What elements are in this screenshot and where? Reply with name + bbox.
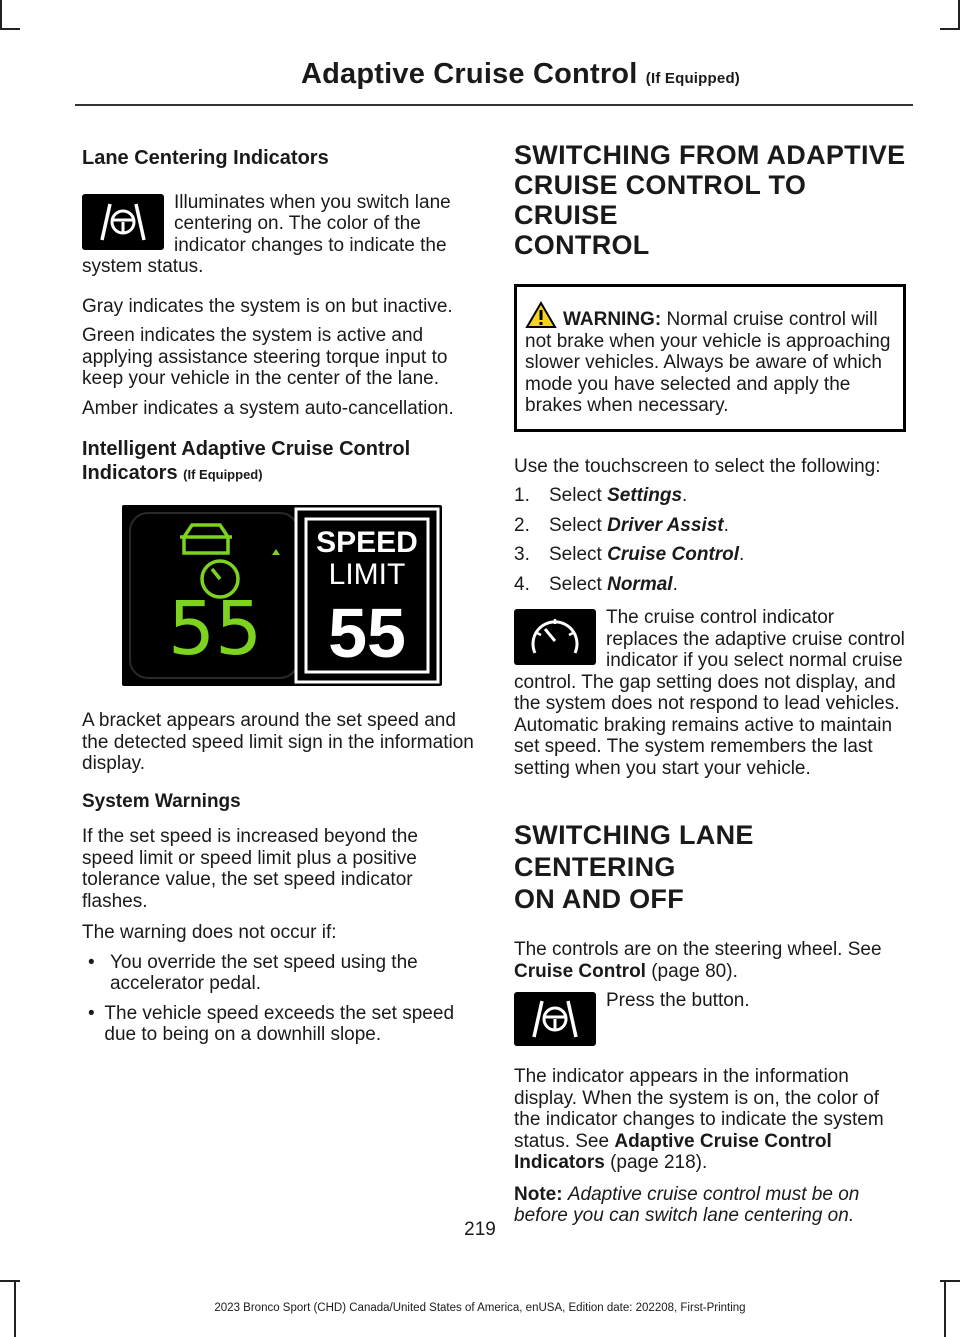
indicator-page-ref: (page 218). xyxy=(604,1152,708,1173)
gray-status-text: Gray indicates the system is on but inactive. xyxy=(82,295,453,317)
step-number: 2. xyxy=(514,514,530,536)
step-text: Select Settings. xyxy=(549,485,688,506)
system-warnings-description: If the set speed is increased beyond the speed limit or speed limit plus a positive tolerance value, the set speed indicator flashes. xyxy=(82,826,418,912)
iacc-heading xyxy=(82,437,474,487)
step-item: Driver Assist xyxy=(607,514,724,536)
system-warnings-heading: System Warnings xyxy=(82,790,241,812)
crop-mark xyxy=(0,1280,20,1282)
list-item xyxy=(514,544,906,566)
switching-acc-heading xyxy=(514,140,906,260)
step-prefix: Select xyxy=(549,573,608,595)
lane-centering-description: Illuminates when you switch lane centering on. The color of the indicator changes to indicate the system status. xyxy=(82,191,451,277)
cruise-control-link[interactable]: Cruise Control xyxy=(514,960,646,982)
crop-mark xyxy=(0,0,2,28)
heading-line: SWITCHING LANE CENTERING xyxy=(514,820,754,882)
set-speed-value: 55 xyxy=(168,586,263,672)
list-item xyxy=(514,485,906,507)
list-item xyxy=(82,1003,474,1046)
step-text: Select Cruise Control. xyxy=(549,544,745,565)
step-item: Settings xyxy=(607,485,683,506)
iacc-qualifier: (If Equipped) xyxy=(183,467,263,482)
touchscreen-intro: Use the touchscreen to select the following: xyxy=(514,455,881,477)
crop-mark xyxy=(940,1280,960,1282)
speed-sign-value: 55 xyxy=(328,594,406,672)
bullet-glyph: • xyxy=(88,951,95,973)
step-item: Normal xyxy=(607,573,673,595)
green-status-text: Green indicates the system is active and applying assistance steering torque input to keep your vehicle in the center of the lane. xyxy=(82,325,448,389)
step-number: 1. xyxy=(514,485,530,506)
controls-page-ref: (page 80). xyxy=(645,960,738,982)
step-item: Cruise Control xyxy=(607,544,740,565)
step-number: 3. xyxy=(514,544,530,565)
note-body: Adaptive cruise control must be on before you can switch lane centering on. xyxy=(514,1183,860,1226)
list-item xyxy=(82,952,474,995)
heading-line: ON AND OFF xyxy=(514,884,684,914)
indicator-text xyxy=(514,1066,906,1174)
cruise-control-speedometer-icon xyxy=(514,609,596,665)
note-label: Note: xyxy=(514,1183,563,1205)
warning-label: WARNING: xyxy=(563,309,662,330)
warning-exceptions-list xyxy=(82,952,474,1046)
heading-line: CRUISE CONTROL TO CRUISE xyxy=(514,170,807,230)
lane-centering-indicator-icon xyxy=(82,194,164,250)
step-prefix: Select xyxy=(549,485,608,506)
list-item-text: You override the set speed using the accelerator pedal. xyxy=(109,951,418,994)
page-header-title xyxy=(301,58,740,91)
cruise-indicator-description: The cruise control indicator replaces the adaptive cruise control indicator if you select normal cruise control. The gap setting does not display, and the system does not respond to lead vehicles. Automatic braking remains active to maintain set speed. The system remembers the last setting when you start your vehicle. xyxy=(514,607,905,779)
steps-list xyxy=(514,485,906,595)
lane-centering-heading: Lane Centering Indicators xyxy=(82,147,329,169)
warning-box xyxy=(514,284,906,432)
step-prefix: Select xyxy=(549,544,608,565)
speed-sign-word-limit: LIMIT xyxy=(328,558,406,591)
switching-lane-centering-heading xyxy=(514,819,906,915)
page-number: 219 xyxy=(464,1219,496,1240)
controls-text xyxy=(514,939,906,982)
bullet-glyph: • xyxy=(88,1002,95,1024)
controls-text-body: The controls are on the steering wheel. See xyxy=(514,939,882,960)
header-title-text: Adaptive Cruise Control xyxy=(300,58,638,90)
step-text: Select Driver Assist. xyxy=(549,514,729,536)
speed-sign-word-speed: SPEED xyxy=(316,526,418,559)
warning-not-occur-intro: The warning does not occur if: xyxy=(82,922,337,943)
right-column xyxy=(514,140,906,1227)
iacc-heading-text: Intelligent Adaptive Cruise Control Indicators xyxy=(82,438,411,484)
amber-status-text: Amber indicates a system auto-cancellation. xyxy=(82,397,454,419)
list-item xyxy=(514,574,906,596)
crop-mark xyxy=(940,28,960,30)
warning-triangle-icon xyxy=(525,301,557,329)
edition-line: 2023 Bronco Sport (CHD) Canada/United States of America, enUSA, Edition date: 202208, First-Printing xyxy=(214,1302,746,1314)
header-rule xyxy=(75,104,913,106)
press-button-text: Press the button. xyxy=(606,990,750,1011)
left-column xyxy=(82,140,474,1046)
lane-centering-button-icon xyxy=(514,992,596,1046)
list-item-text: The vehicle speed exceeds the set speed due to being on a downhill slope. xyxy=(104,1002,455,1045)
list-item xyxy=(514,515,906,537)
speed-limit-display-image xyxy=(122,505,442,686)
crop-mark xyxy=(0,28,20,30)
indicator-text-body: The indicator appears in the information display. When the system is on, the color of the indicator changes to indicate the system status. See xyxy=(514,1066,884,1152)
heading-line: SWITCHING FROM ADAPTIVE xyxy=(514,140,906,170)
bracket-description: A bracket appears around the set speed and the detected speed limit sign in the information display. xyxy=(82,710,474,774)
header-qualifier: (If Equipped) xyxy=(645,70,740,87)
heading-line: CONTROL xyxy=(514,230,650,260)
warning-text: Normal cruise control will not brake when your vehicle is approaching slower vehicles. Always be aware of which mode you have selected and apply the brakes when necessary. xyxy=(525,309,891,416)
warning-paragraph xyxy=(525,301,895,417)
acc-indicators-link[interactable]: Adaptive Cruise Control Indicators xyxy=(514,1130,832,1173)
step-prefix: Select xyxy=(549,514,608,536)
step-number: 4. xyxy=(514,573,530,595)
step-text: Select Normal. xyxy=(549,573,678,595)
